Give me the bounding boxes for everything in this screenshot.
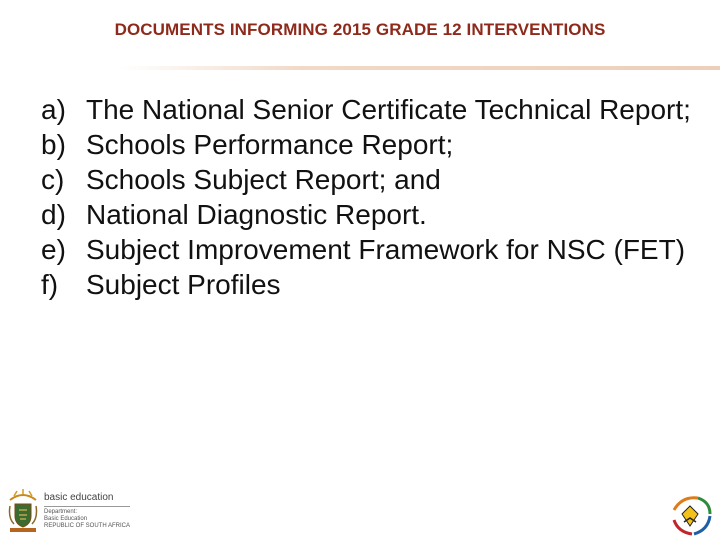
list-item-text: The National Senior Certificate Technical Report; — [86, 94, 691, 125]
department-logo — [6, 488, 130, 534]
list-item — [41, 269, 691, 301]
list-marker: b) — [41, 129, 66, 160]
list-marker: c) — [41, 164, 65, 195]
department-line: Basic Education — [44, 516, 88, 522]
list-marker: f) — [41, 269, 59, 300]
list-item — [41, 199, 691, 231]
list-item — [41, 234, 691, 266]
list-marker: e) — [41, 234, 66, 265]
title-divider — [120, 66, 720, 70]
list-item-text: Subject Profiles — [86, 269, 281, 300]
list-marker: a) — [41, 94, 66, 125]
list-item — [41, 94, 691, 126]
document-list — [41, 94, 691, 304]
brand-divider — [44, 506, 130, 507]
list-item-text: Subject Improvement Framework for NSC (FET) — [86, 234, 686, 265]
department-text — [44, 492, 130, 530]
list-item-text: Schools Performance Report; — [86, 129, 454, 160]
anniversary-logo-icon — [668, 492, 714, 538]
department-line: Department: — [44, 509, 78, 515]
coat-of-arms-icon — [6, 488, 40, 534]
list-item — [41, 164, 691, 196]
list-item — [41, 129, 691, 161]
list-item-text: National Diagnostic Report. — [86, 199, 427, 230]
brand-name: basic education — [44, 492, 114, 503]
slide-title: DOCUMENTS INFORMING 2015 GRADE 12 INTERVENTIONS — [114, 20, 606, 39]
list-item-text: Schools Subject Report; and — [86, 164, 441, 195]
list-marker: d) — [41, 199, 66, 230]
department-line: REPUBLIC OF SOUTH AFRICA — [44, 523, 131, 529]
